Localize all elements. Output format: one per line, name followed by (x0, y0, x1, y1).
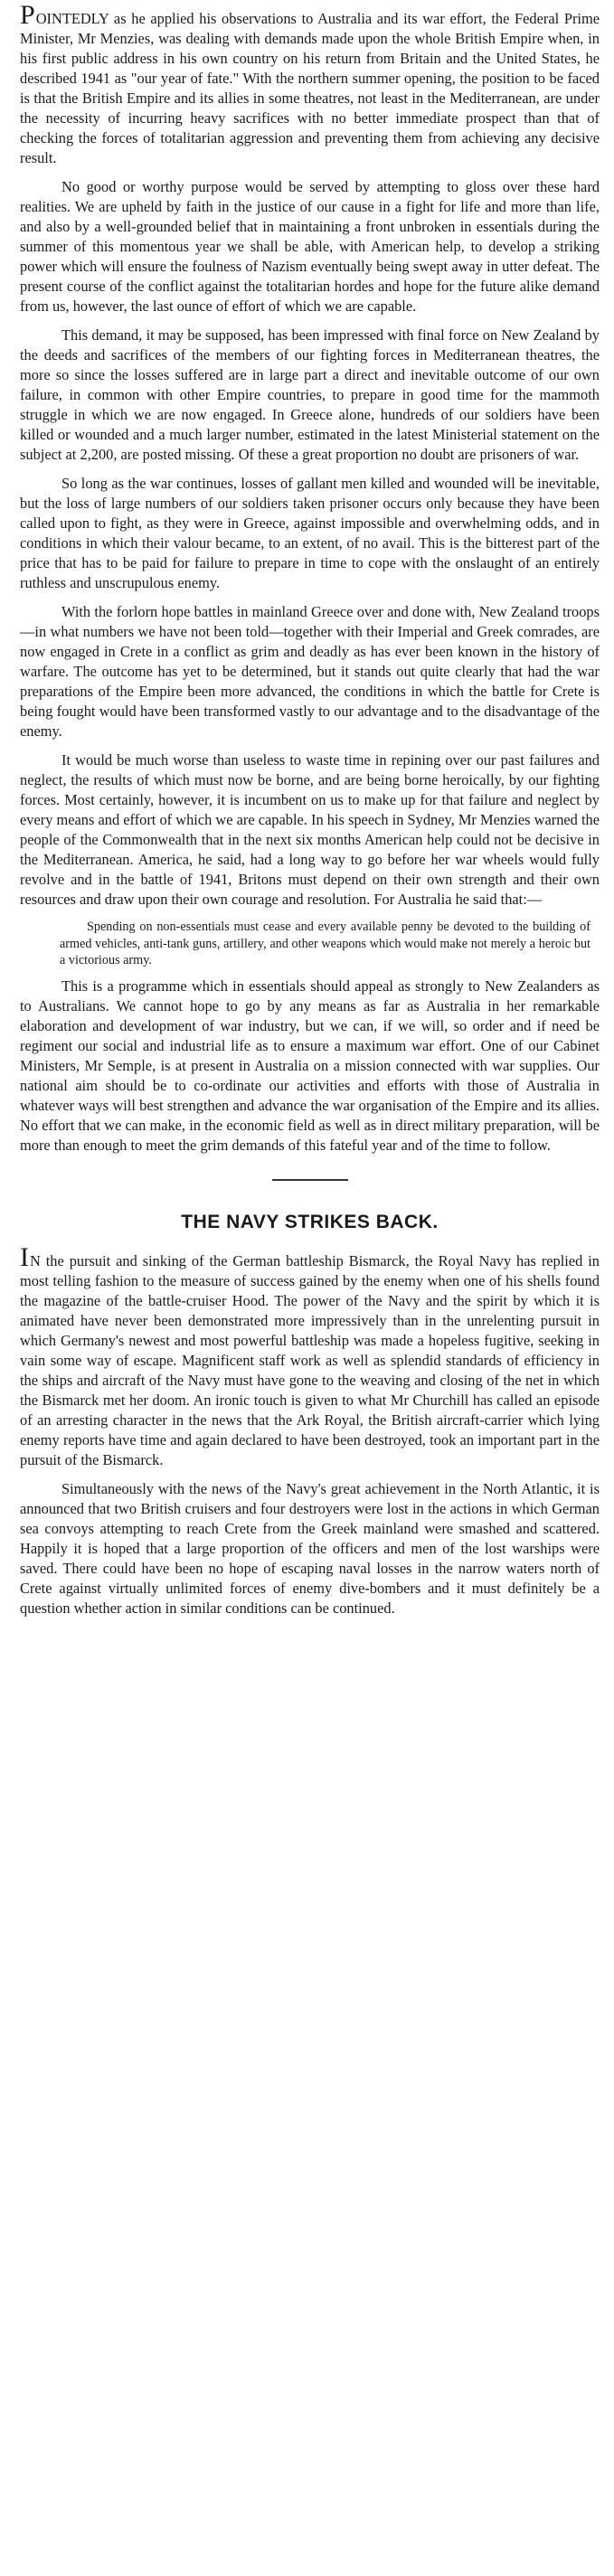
section-divider (272, 1179, 348, 1181)
article-1-paragraph-5: With the forlorn hope battles in mainland Greece over and done with, New Zealand troops—in what numbers we have not been told—together with their Imperial and Greek comrades, are now engaged in Crete in a conflict as grim and deadly as has ever been known in the history of warfare. The outcome has yet to be determined, but it stands out quite clearly that had the war preparations of the Empire been more advanced, the conditions in which the battle for Crete is being fought would have been transformed vastly to our advantage and to the disadvantage of the enemy. (20, 603, 600, 740)
article-1-paragraph-2: No good or worthy purpose would be served by attempting to gloss over these hard realities. We are upheld by faith in the justice of our cause in a fight for life and more than life, and also by a well-grounded belief that in maintaining a front unbroken in essentials during the summer of this momentous year we shall be able, with American help, to develop a striking power which will ensure the foulness of Nazism eventually being swept away in utter defeat. The present course of the conflict against the totalitarian hordes and hope for the future alike demand from us, however, the last ounce of effort of which we are capable. (20, 178, 600, 315)
article-1-paragraph-4: So long as the war continues, losses of gallant men killed and wounded will be inevitable, but the loss of large numbers of our soldiers taken prisoner occurs only because they have been called upon to fight, as they were in Greece, against impossible and overwhelming odds, and in conditions in which their valour became, to an extent, of no avail. This is the bitterest part of the price that has to be paid for failure to prepare in time to cope with the onslaught of an entirely ruthless and unscrupulous enemy. (20, 475, 600, 591)
article-1-paragraph-3: This demand, it may be supposed, has been impressed with final force on New Zealand by the deeds and sacrifices of the members of our fighting forces in Mediterranean theatres, the more so since the losses suffered are in large part a direct and inevitable outcome of our own failure, in common with other Empire countries, to prepare in good time for the mammoth struggle in which we are now engaged. In Greece alone, hundreds of our soldiers have been killed or wounded and a much larger number, estimated in the latest Ministerial statement on the subject at 2,200, are posted missing. Of these a great proportion no doubt are prisoners of war. (20, 326, 600, 463)
article-2-heading: THE NAVY STRIKES BACK. (181, 1211, 439, 1232)
article-1-paragraph-1-text: OINTEDLY as he applied his observations to Australia and its war effort, the Federal Prime Minister, Mr Menzies, was dealing with demands made upon the whole British Empire when, in his first public address in his own country on his return from Britain and the United States, he described 1941 as "our year of fate." With the northern summer opening, the position to be faced is that the British Empire and its allies in some theatres, not least in the Mediterranean, are under the necessity of incurring heavy sacrifices with no better immediate prospect than that of checking the forces of totalitarian aggression and preventing them from achieving any decisive result. (20, 10, 600, 166)
drop-cap-i: I (20, 1241, 29, 1272)
article-1-paragraph-6: It would be much worse than useless to waste time in repining over our past failures and neglect, the results of which must now be borne, and are being borne heroically, by our fighting forces. Most certainly, however, it is incumbent on us to make up for that failure and neglect by every means and effort of which we are capable. In his speech in Sydney, Mr Menzies warned the people of the Commonwealth that in the next six months American help could not be decisive in the Mediterranean. America, he said, had a long way to go before her war wheels would fully revolve and in the battle of 1941, Britons must depend on their own strength and their own resources and draw upon their own courage and resolution. For Australia he said that:— (20, 751, 600, 908)
editorial-article-1 (20, 0, 600, 1156)
menzies-quote: Spending on non-essentials must cease and every available penny be devoted to the building of armed vehicles, anti-tank guns, artillery, and other weapons which would make not merely a heroic but a victorious army. (60, 920, 590, 967)
drop-cap-p: P (20, 0, 35, 30)
editorial-article-2 (20, 1212, 600, 1618)
article-1-paragraph-7: This is a programme which in essentials should appeal as strongly to New Zealanders as to Australians. We cannot hope to go by any means as far as Australia in her remarkable elaboration and development of war industry, but we can, if we will, so order and if need be regiment our social and industrial life as to ensure a maximum war effort. One of our Cabinet Ministers, Mr Semple, is at present in Australia on a mission connected with war supplies. Our national aim should be to co-ordinate our activities and efforts with those of Australia in whatever ways will best strengthen and advance the war organisation of the Empire and its allies. No effort that we can make, in the economic field as well as in direct military preparation, will be more than enough to meet the grim demands of this fateful year and of the time to follow. (20, 977, 600, 1154)
article-1-paragraph-1 (20, 0, 600, 168)
article-2-paragraph-2: Simultaneously with the news of the Navy's great achievement in the North Atlantic, it is announced that two British cruisers and four destroyers were lost in the actions in which German sea convoys attempting to reach Crete from the Greek mainland were smashed and scattered. Happily it is hoped that a large proportion of the officers and men of the lost warships were saved. There could have been no hope of escaping naval losses in the narrow waters north of Crete against virtually unlimited forces of enemy dive-bombers and it must definitely be a question whether action in similar conditions can be continued. (20, 1479, 600, 1617)
article-2-paragraph-1-text: N the pursuit and sinking of the German battleship Bismarck, the Royal Navy has replied in most telling fashion to the measure of success gained by the enemy when one of his shells found the magazine of the battle-cruiser Hood. The power of the Navy and the spirit by which it is animated have never been demonstrated more impressively than in the unrelenting pursuit in which Germany's newest and most powerful battleship was made a hopeless fugitive, seeking in vain some way of escape. Magnificent staff work as well as splendid standards of efficiency in the ships and aircraft of the Navy must have gone to the weaving and closing of the net in which the Bismarck met her doom. An ironic touch is given to what Mr Churchill has called an episode of an arresting character in the news that the Ark Royal, the British aircraft-carrier which lying enemy reports have time and again declared to have been destroyed, took an important part in the pursuit of the Bismarck. (20, 1251, 600, 1468)
article-2-paragraph-1 (20, 1241, 600, 1470)
